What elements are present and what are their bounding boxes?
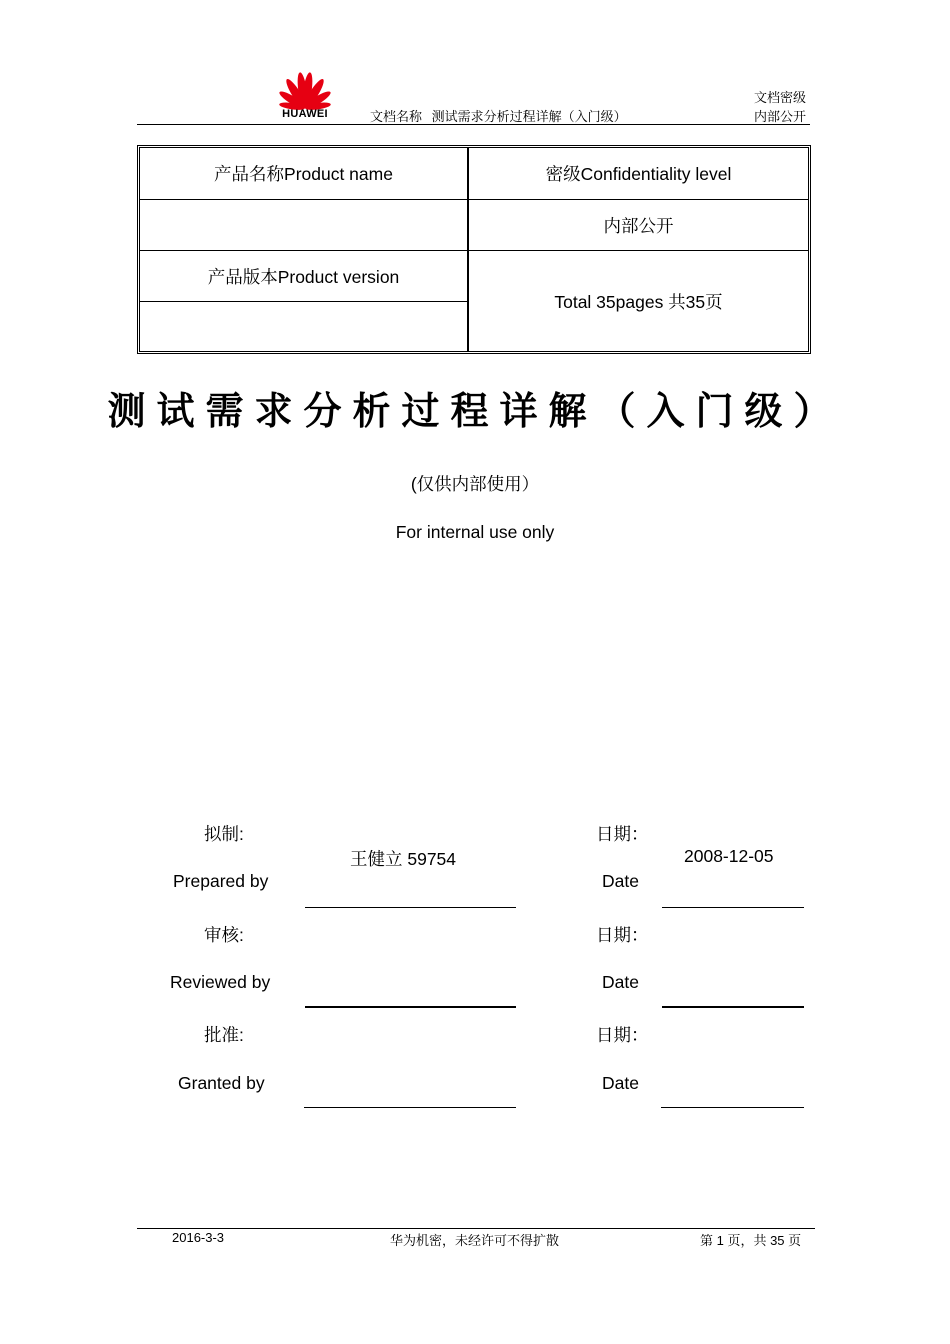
prepared-label-en: Prepared by xyxy=(173,871,269,891)
doc-name-label: 文档名称 xyxy=(370,109,423,124)
reviewed-date-line xyxy=(662,1006,804,1008)
product-version-value xyxy=(140,302,467,351)
confidentiality-label: 密级Confidentiality level xyxy=(545,164,732,184)
footer-date: 2016-3-3 xyxy=(172,1230,225,1245)
doc-name-value: 测试需求分析过程详解（入门级） xyxy=(431,109,627,124)
reviewed-date-label-cn: 日期： xyxy=(596,925,649,945)
reviewed-name-line xyxy=(305,1006,516,1008)
footer-divider xyxy=(137,1228,815,1229)
footer-page-number: 第 1 页，共 35 页 xyxy=(700,1233,802,1248)
footer-confidential: 华为机密，未经许可不得扩散 xyxy=(390,1233,560,1248)
product-info-table xyxy=(137,145,811,354)
internal-use-cn: (仅供内部使用） xyxy=(410,474,540,494)
internal-use-en: For internal use only xyxy=(395,522,555,542)
granted-label-cn: 批准: xyxy=(204,1025,244,1045)
granted-date-label-en: Date xyxy=(602,1073,639,1093)
granted-name-line xyxy=(304,1107,516,1108)
prepared-name-line xyxy=(305,907,516,908)
prepared-name: 王健立 59754 xyxy=(350,849,457,869)
prepared-date-label-cn: 日期： xyxy=(596,824,649,844)
reviewed-date-label-en: Date xyxy=(602,972,639,992)
product-version-label: 产品版本Product version xyxy=(207,266,400,287)
product-name-label: 产品名称Product name xyxy=(214,164,393,184)
prepared-date-line xyxy=(662,907,804,908)
prepared-date-label-en: Date xyxy=(602,871,639,891)
brand-name: HUAWEI xyxy=(282,108,328,120)
document-title: 测试需求分析过程详解（入门级） xyxy=(107,391,843,433)
granted-date-line xyxy=(661,1107,804,1108)
reviewed-label-cn: 审核: xyxy=(204,925,244,945)
granted-date-label-cn: 日期： xyxy=(596,1025,649,1045)
total-pages: Total 35pages 共35页 xyxy=(554,291,723,312)
product-name-value xyxy=(140,200,467,250)
prepared-date-value: 2008-12-05 xyxy=(684,846,774,866)
granted-label-en: Granted by xyxy=(178,1073,265,1093)
security-value: 内部公开 xyxy=(753,109,806,124)
header-divider xyxy=(137,124,810,125)
prepared-label-cn: 拟制: xyxy=(204,824,244,844)
header-doc-name xyxy=(370,106,627,125)
header-security xyxy=(720,88,806,126)
reviewed-label-en: Reviewed by xyxy=(170,972,271,992)
confidentiality-value: 内部公开 xyxy=(603,215,674,236)
security-label: 文档密级 xyxy=(753,90,806,105)
